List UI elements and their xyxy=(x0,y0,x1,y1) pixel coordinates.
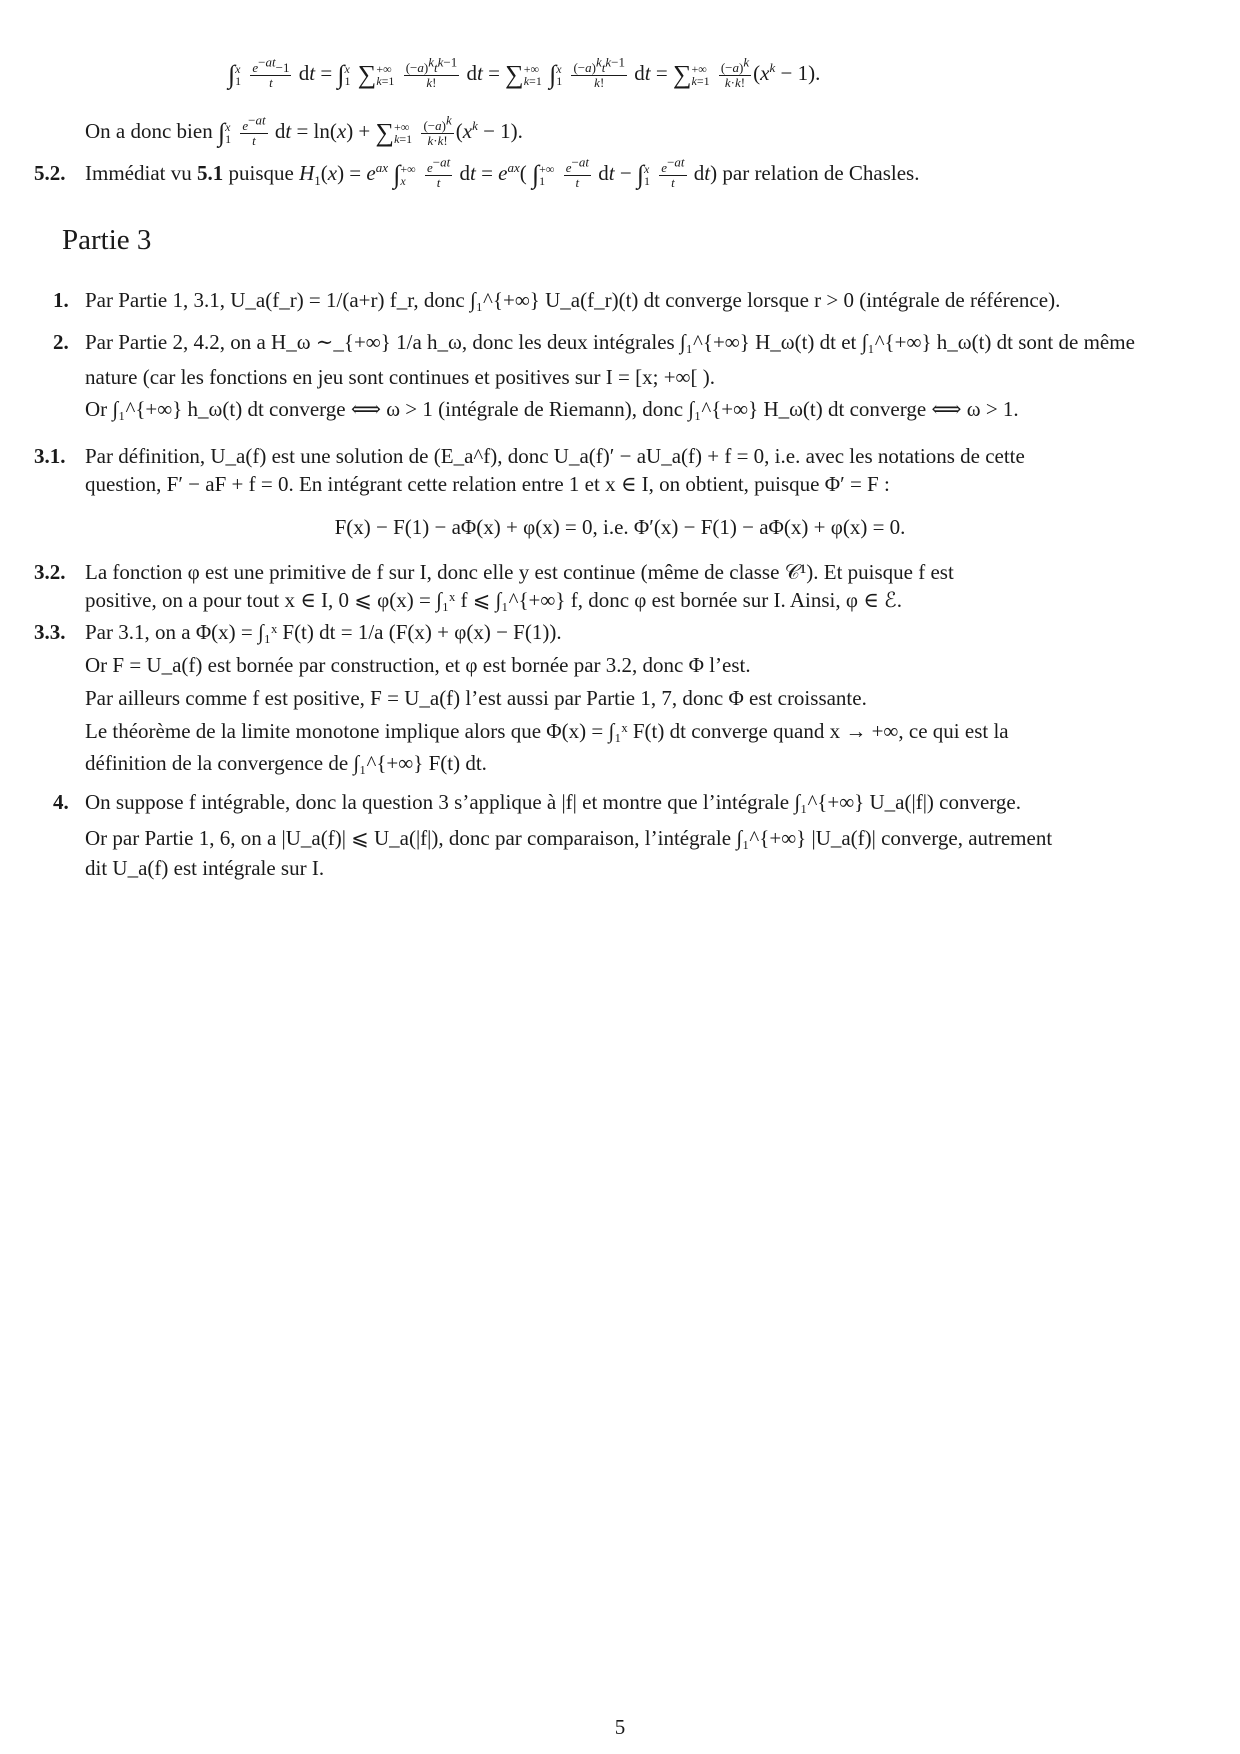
item-2-line-3: Or ∫₁^{+∞} h_ω(t) dt converge ⟺ ω > 1 (intégrale de Riemann), donc ∫₁^{+∞} H_ω(t) dt converge ⟺ ω > 1. xyxy=(85,397,1019,421)
conclusion-prefix: On a donc bien xyxy=(85,119,213,143)
item-1-line-1: Par Partie 1, 3.1, U_a(f_r) = 1/(a+r) f_r, donc ∫₁^{+∞} U_a(f_r)(t) dt converge lorsque r > 0 (intégrale de référence). xyxy=(85,288,1061,312)
item-5-2-text-b: puisque xyxy=(228,161,294,185)
item-number-4: 4. xyxy=(53,790,69,814)
item-3-2-line-1: La fonction φ est une primitive de f sur I, donc elle y est continue (même de classe 𝒞¹). Et puisque f est xyxy=(85,560,954,584)
item-number-3-2: 3.2. xyxy=(34,560,66,584)
item-2-line-1: Par Partie 2, 4.2, on a H_ω ∼_{+∞} 1/a h_ω, donc les deux intégrales ∫₁^{+∞} H_ω(t) dt et ∫₁^{+∞} h_ω(t) dt sont de même xyxy=(85,330,1135,354)
item-3-2-line-2: positive, on a pour tout x ∈ I, 0 ⩽ φ(x) = ∫₁ˣ f ⩽ ∫₁^{+∞} f, donc φ est bornée sur I. Ainsi, φ ∈ ℰ. xyxy=(85,588,902,612)
item-4-line-1: On suppose f intégrable, donc la question 3 s’applique à |f| et montre que l’intégrale ∫₁^{+∞} U_a(|f|) converge. xyxy=(85,790,1021,814)
item-number-5-2: 5.2. xyxy=(34,161,66,185)
item-3-1-line-2: question, F′ − aF + f = 0. En intégrant cette relation entre 1 et x ∈ I, on obtient, puisque Φ′ = F : xyxy=(85,472,890,496)
item-3-3-line-2: Or F = U_a(f) est bornée par construction, et φ est bornée par 3.2, donc Φ l’est. xyxy=(85,653,751,677)
item-3-1-line-1: Par définition, U_a(f) est une solution de (E_a^f), donc U_a(f)′ − aU_a(f) + f = 0, i.e. avec les notations de cette xyxy=(85,444,1025,468)
item-number-3-3: 3.3. xyxy=(34,620,66,644)
series-expansion-equation: ∫ x 1 $\frac{e^{-at}-1}{t}$ dt = ∫ x 1 ∑ +∞ k=1 $\frac{(-a)^kt^{k-1}}{k!}$ dt = ∑ +∞ k=1 ∫ x 1 $\frac{(-a)^kt^{k-1}}{k!}$ dt = ∑ +∞ k=1 $\frac{(-a)^k}{k\cdot k!}$ $(x^k - 1)$. xyxy=(228,54,821,90)
item-5-2-text: Immédiat vu 5.1 puisque $H_1(x) = e^{ax}$ ∫ +∞ x $\frac{e^{-at}}{t}$ dt = $e^{ax}$( ∫ +∞ 1 $\frac{e^{-at}}{t}$ dt − ∫ x 1 $\frac{e^{-at}}{t}$ dt) par relation de Chasles. xyxy=(85,154,920,190)
conclusion-line: On a donc bien ∫ x 1 $\frac{e^{-at}}{t}$ dt = ln(x) + ∑ +∞ k=1 $\frac{(-a)^k}{k\cdot k!}$ $(x^k - 1)$. xyxy=(85,112,523,148)
item-3-3-line-3: Par ailleurs comme f est positive, F = U_a(f) l’est aussi par Partie 1, 7, donc Φ est croissante. xyxy=(85,686,867,710)
section-heading: Partie 3 xyxy=(62,224,152,256)
item-4-line-3: dit U_a(f) est intégrale sur I. xyxy=(85,856,325,880)
item-2-line-2: nature (car les fonctions en jeu sont continues et positives sur I = [x; +∞[ ). xyxy=(85,365,715,389)
item-3-3-line-5: définition de la convergence de ∫₁^{+∞} F(t) dt. xyxy=(85,751,487,775)
item-5-2-ref: 5.1 xyxy=(196,161,224,185)
page-number: 5 xyxy=(614,1715,626,1739)
item-5-2-text-a: Immédiat vu xyxy=(85,161,192,185)
item-4-line-2: Or par Partie 1, 6, on a |U_a(f)| ⩽ U_a(|f|), donc par comparaison, l’intégrale ∫₁^{+∞} |U_a(f)| converge, autrement xyxy=(85,826,1053,850)
item-number-2: 2. xyxy=(53,330,69,354)
item-5-2-text-c: par relation de Chasles. xyxy=(722,161,920,185)
item-3-1-display-equation: F(x) − F(1) − aΦ(x) + φ(x) = 0, i.e. Φ′(x) − F(1) − aΦ(x) + φ(x) = 0. xyxy=(334,515,906,539)
item-number-3-1: 3.1. xyxy=(34,444,66,468)
item-3-3-line-4: Le théorème de la limite monotone implique alors que Φ(x) = ∫₁ˣ F(t) dt converge quand x → +∞, ce qui est la xyxy=(85,719,1009,743)
item-3-3-line-1: Par 3.1, on a Φ(x) = ∫₁ˣ F(t) dt = 1/a (F(x) + φ(x) − F(1)). xyxy=(85,620,562,644)
item-number-1: 1. xyxy=(53,288,69,312)
